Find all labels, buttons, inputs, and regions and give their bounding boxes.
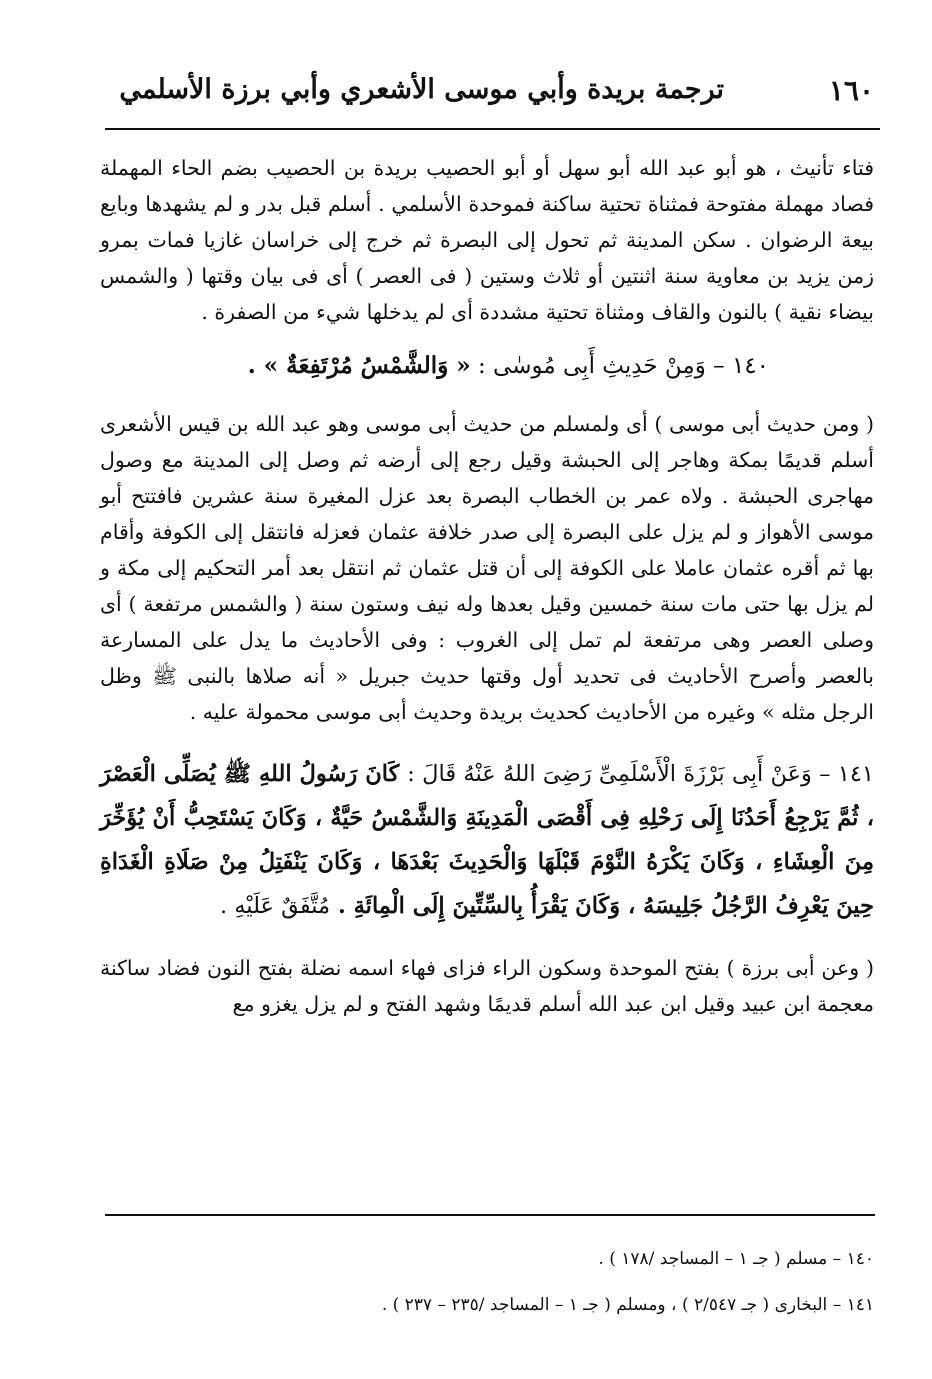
hadith-141-intro: ١٤١ – وَعَنْ أَبِى بَرْزَةَ الْأَسْلَمِىِّ رَضِىَ اللهُ عَنْهُ قَالَ : <box>407 761 875 787</box>
footnotes <box>200 1236 874 1328</box>
commentary-paragraph-abu-barzah: ( وعن أبى برزة ) بفتح الموحدة وسكون الراء فزاى فهاء اسمه نضلة بفتح النون فضاد ساكنة معجمة ابن عبيد وقيل ابن عبد الله أسلم قديمًا وشهد الفتح و لم يزل يغزو مع <box>100 956 874 1016</box>
header-divider <box>105 128 880 130</box>
hadith-141-text <box>100 752 874 928</box>
main-text <box>100 150 874 1022</box>
commentary-paragraph-abu-musa: ( ومن حديث أبى موسى ) أى ولمسلم من حديث أبى موسى وهو عبد الله بن قيس الأشعرى أسلم قديمًا بمكة وهاجر إلى الحبشة وقيل رجع إلى أرضه ثم وصل إلى المدينة مع وصول مهاجرى الحبشة . ولاه عمر بن الخطاب البصرة بعد عزل المغيرة سنة عشرين فافتتح أبو موسى الأهواز و لم يزل على البصرة إلى صدر خلافة عثمان فعزله فانتقل إلى الكوفة وأقام بها ثم أقره عثمان عاملا على الكوفة إلى أن قتل عثمان ثم انتقل بعد أمر التحكيم إلى مكة و لم يزل بها حتى مات سنة خمسين وقيل بعدها وله نيف وستون سنة ( والشمس مرتفعة ) أى وصلى العصر وهى مرتفعة لم تمل إلى الغروب : وفى الأحاديث ما يدل على المسارعة بالعصر وأصرح الأحاديث فى تحديد أول وقتها حديث جبريل « أنه صلاها بالنبى ﷺ وظل الرجل مثله » وغيره من الأحاديث كحديث بريدة وحديث أبى موسى محمولة عليه . <box>100 412 874 724</box>
hadith-quote: « وَالشَّمْسُ مُرْتَفِعَةٌ » . <box>247 352 471 379</box>
hadith-number: ١٤٠ – <box>713 353 769 379</box>
running-head <box>105 70 874 118</box>
hadith-141-matn: كَانَ رَسُولُ اللهِ ﷺ يُصَلِّى الْعَصْرَ ، ثُمَّ يَرْجِعُ أَحَدُنَا إِلَى رَحْلِهِ فِى أَقْصَى الْمَدِينَةِ وَالشَّمْسُ حَيَّةٌ ، وَكَانَ يَسْتَحِبُّ أَنْ يُؤَخِّرَ مِنَ الْعِشَاءِ ، وَكَانَ يَكْرَهُ النَّوْمَ قَبْلَهَا وَالْحَدِيثَ بَعْدَهَا ، وَكَانَ يَنْفَتِلُ مِنْ صَلَاةِ الْغَدَاةِ حِينَ يَعْرِفُ الرَّجُلُ جَلِيسَهُ ، وَكَانَ يَقْرَأُ بِالسِّتِّينَ إِلَى الْمِائَةِ . <box>100 761 874 919</box>
footnote-140: ١٤٠ – مسلم ( جـ ١ – المساجد /١٧٨ ) . <box>598 1249 874 1269</box>
page-number: ١٦٠ <box>828 74 874 107</box>
hadith-141-source: مُتَّفَقٌ عَلَيْهِ . <box>219 893 331 919</box>
commentary-paragraph-buraydah: فتاء تأنيث ، هو أبو عبد الله أبو سهل أو أبو الحصيب بريدة بن الحصيب بضم الحاء المهملة فصاد مهملة مفتوحة فمثناة تحتية ساكنة فموحدة الأسلمي . أسلم قبل بدر و لم يشهدها وبايع بيعة الرضوان . سكن المدينة ثم تحول إلى البصرة ثم خرج إلى خراسان غازيا فمات بمرو زمن يزيد بن معاوية سنة اثنتين أو ثلاث وستين ( فى العصر ) أى فى بيان وقتها ( والشمس بيضاء نقية ) بالنون والقاف ومثناة تحتية مشددة أى لم يدخلها شيء من الصفرة . <box>100 156 874 324</box>
footnote-141: ١٤١ – البخارى ( جـ ٢/٥٤٧ ) ، ومسلم ( جـ ١ – المساجد /٢٣٥ – ٢٣٧ ) . <box>381 1295 874 1315</box>
running-title: ترجمة بريدة وأبي موسى الأشعري وأبي برزة الأسلمي <box>119 74 724 105</box>
hadith-140-heading <box>100 348 874 384</box>
footnote-divider <box>105 1214 875 1216</box>
hadith-intro: وَمِنْ حَدِيثِ أَبِى مُوسٰى : <box>478 353 706 379</box>
